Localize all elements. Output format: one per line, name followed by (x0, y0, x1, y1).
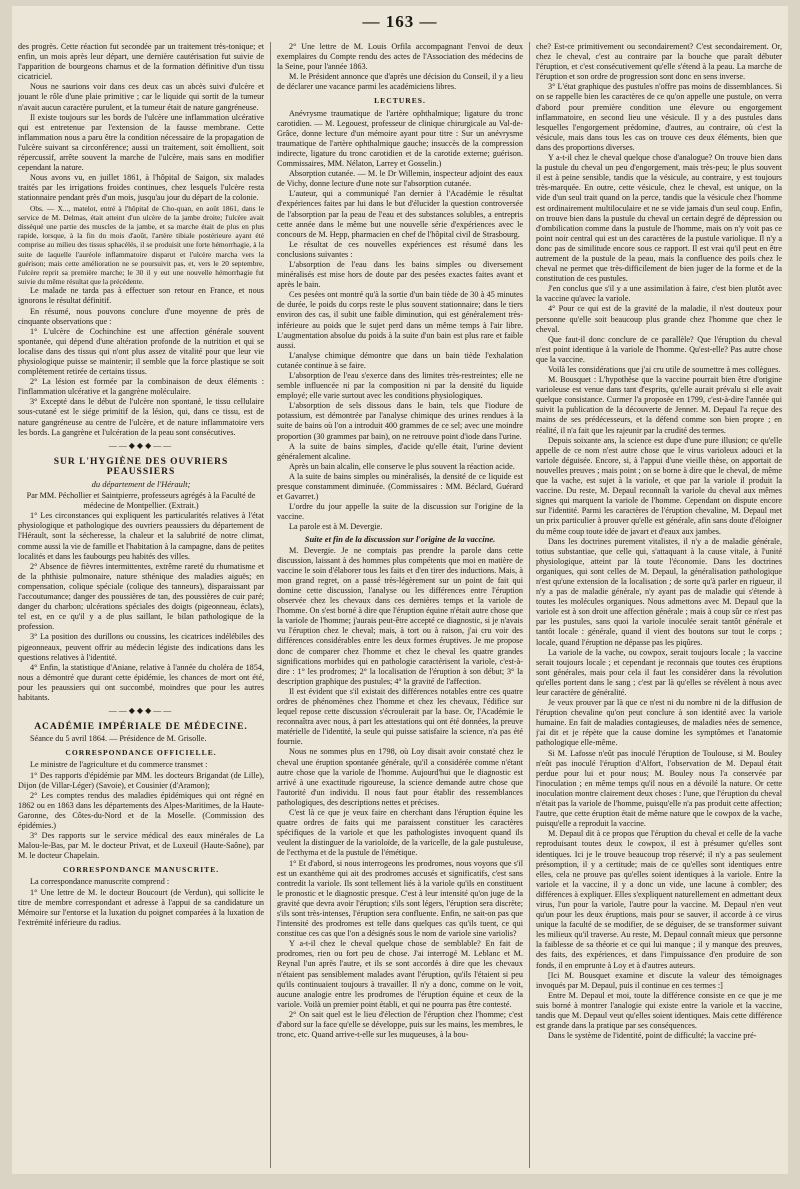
paragraph: L'absorption de sels dissous dans le bain, tels que l'iodure de potassium, est démontrée par l'analyse chimique des urines rendues à la suite de bains où l'on a introduit 400 grammes de ce sel; avec une moindre proportion (30 grammes par bain), on ne retrouve point d'iode dans l'urine. (277, 401, 523, 441)
subheading: LECTURES. (374, 96, 426, 106)
ornament-divider: ——◆◆◆—— (108, 706, 174, 716)
newspaper-page (12, 6, 788, 1174)
paragraph: Nous ne saurions voir dans ces deux cas un abcès suivi d'ulcère et jouant le rôle d'une plaie primitive ; car le liquide qui sortit de la tumeur n'avait aucun caractère purulent, et la tumeur était de nature gangréneuse. (18, 82, 264, 112)
column-3 (536, 42, 782, 1168)
paragraph: Je veux prouver par là que ce n'est ni du nombre ni de la diffusion de l'éruption chevaline qu'on peut conclure à son identité avec la variole humaine. En fait de maladies contagieuses, de maladies nées de semence, j'ai dit et je répète que la cause domine les symptômes et l'anatomie pathologique elle-même. (536, 698, 782, 748)
ornament-divider: ——◆◆◆—— (108, 440, 174, 450)
paragraph: 3° La position des durillons ou coussins, les cicatrices indélébiles des pigeonneaux, peuvent offrir au médecin légiste des indications dans les questions relatives à l'identité. (18, 632, 264, 662)
columns (18, 42, 782, 1168)
paragraph: Ces pesées ont montré qu'à la sortie d'un bain tiède de 30 à 45 minutes de durée, le poids du corps reste le plus souvent stationnaire; dans le tiers environ des cas, il subit une faible diminution, qui est généralement très-inférieure au poids que le sujet perd dans un même temps à l'air libre. L'augmentation absolue du poids à la suite d'un bain est plus rare et faible aussi. (277, 290, 523, 350)
paragraph: Si M. Lafosse n'eût pas inoculé l'éruption de Toulouse, si M. Bouley n'eût pas inoculé l'éruption d'Alfort, l'observation de M. Depaul était perdue pour lui et pour nous; M. Bouley nous l'a conservée par l'inoculation ; en même temps qu'il nous en a dévoilé la nature. Or cette inoculation montre clairement deux choses : l'une, que l'éruption du cheval n'était pas la variole de l'homme, puisqu'elle n'a pas produit cette affection; l'autre, que cette éruption était de même nature que le cowpox de la vache, puisqu'elle a reproduit la vaccine. (536, 748, 782, 829)
paragraph: Que faut-il donc conclure de ce parallèle? Que l'éruption du cheval n'est point identique à la variole de l'homme. Qu'est-elle? Pas autre chose que la vaccine. (536, 334, 782, 364)
paragraph: A la suite de bains simples, d'acide qu'elle était, l'urine devient généralement alcaline. (277, 441, 523, 461)
section-title: SUR L'HYGIÈNE DES OUVRIERS PEAUSSIERS (53, 456, 229, 477)
paragraph: 1° Une lettre de M. le docteur Boucourt (de Verdun), qui sollicite le titre de membre correspondant et adresse à l'appui de sa candidature un Mémoire sur l'entorse et la luxation du poignet comparées à la luxation de l'extrémité inférieure du radius. (18, 887, 264, 927)
paragraph: 1° Les circonstances qui expliquent les particularités relatives à l'état physiologique et pathologique des ouvriers peaussiers du département de l'Hérault, sont la sécheresse, la chaleur et la salubrité de notre climat, comme aussi la vie de famille et l'habitation à la campagne, dans de petites localités et dans les faubourgs peu habités des villes. (18, 511, 264, 561)
paragraph: Nous avons vu, en juillet 1861, à l'hôpital de Saigon, six malades traités par les irrigations froides continues, chez lesquels l'ulcère resta stationnaire pendant près d'un mois, jusqu'au jour du départ de la colonie. (18, 173, 264, 203)
discussion-heading: Suite et fin de la discussion sur l'origine de la vaccine. (304, 533, 496, 544)
paragraph: C'est là ce que je veux faire en cherchant dans l'éruption équine les quatre ordres de faits qui me paraissent constituer les caractères spécifiques de la variole et que les pathologistes invoquent quand ils veulent la distinguer de la varioloïde, de la varicelle, de la gale pustuleuse, de l'ecthyma et de la pustule de l'émétique. (277, 808, 523, 858)
paragraph: des progrès. Cette réaction fut secondée par un traitement très-tonique; et enfin, un mois après leur départ, une dernière cautérisation fut suivie de l'apparition de bourgeons charnus et de la formation définitive d'un tissu cicatriciel. (18, 42, 264, 82)
conclusion-item: 2° La lésion est formée par la combinaison de deux éléments : l'inflammation ulcérative et la gangrène moléculaire. (18, 377, 264, 397)
column-2 (277, 42, 523, 1168)
paragraph: 3° Des rapports sur le service médical des eaux minérales de La Malou-le-Bas, par M. le docteur Privat, et de Luxeuil (Haute-Saône), par M. le docteur Chapelain. (18, 831, 264, 861)
paragraph: Absorption cutanée. — M. le Dr Willemin, inspecteur adjoint des eaux de Vichy, donne lecture d'une note sur l'absorption cutanée. (277, 169, 523, 189)
paragraph: che? Est-ce primitivement ou secondairement? C'est secondairement. Or, chez le cheval, c'est au contraire par la bouche que paraît débuter l'éruption, et c'est consécutivement qu'elle s'étend à la peau. La marche de l'éruption et son ordre de progression sont donc en sens inverse. (536, 42, 782, 82)
paragraph: 2° Absence de fièvres intermittentes, extrême rareté du rhumatisme et de la phthisie pulmonaire, nature sthénique des maladies aiguës; en compensation, colique spéciale (colique des tanneurs), disparaissant par l'accoutumance; danger des poussières de tan, des poussières de cuir paré; danger du charbon; ulcérations spéciales des doigts (pigeonneau, éclats), tel est, en ce qu'il y a de plus saillant, le bilan pathologique de la profession. (18, 561, 264, 632)
paragraph: L'analyse chimique démontre que dans un bain tiède l'exhalation cutanée continue à se faire. (277, 350, 523, 370)
paragraph: Voilà les considérations que j'ai cru utile de soumettre à mes collègues. (548, 365, 781, 374)
column-rule (529, 42, 530, 1168)
paragraph: M. Devergie. Je ne comptais pas prendre la parole dans cette discussion, laissant à des hommes plus compétents que moi en matière de vaccine le soin d'élaborer tous les faits et d'en tirer des inductions. Mais, à mon grand regret, on a passé très-légèrement sur un point de fait qui domine cette discussion, l'analyse ou les différences entre l'éruption observée chez les chevaux dans ces dernières temps et la variole de l'homme. On s'est borné à dire que l'éruption équine n'était autre chose que la variole de l'homme; j'aurais peut-être accepté ce diagnostic, si je n'avais vu l'éruption chez le cheval; mais, à tort ou à raison, j'ai cru voir des différences considérables entre les deux formes éruptives. Je me propose donc de comparer chez l'homme et chez le cheval les quatre grandes significations morbides qui en pathologie caractérisent la variole, c'est-à-dire : 1° les prodromes; 2° la localisation de l'éruption à son début; 3° la description graphique des pustules; 4° la gravité de l'affection. (277, 545, 523, 686)
paragraph: Le ministre de l'agriculture et du commerce transmet : (30, 760, 208, 770)
paragraph: Le résultat de ces nouvelles expériences est résumé dans les conclusions suivantes : (277, 239, 523, 259)
paragraph: [Ici M. Bousquet examine et discute la valeur des témoignages invoqués par M. Depaul, puis il continue en ces termes :] (536, 970, 782, 990)
paragraph: 2° Les comptes rendus des maladies épidémiques qui ont régné en 1862 ou en 1863 dans les départements des Alpes-Maritimes, de la Haute-Garonne, des Côtes-du-Nord et de la Moselle. (Commission des épidémies.) (18, 790, 264, 831)
subheading: CORRESPONDANCE MANUSCRITE. (62, 865, 220, 875)
paragraph: 1° Et d'abord, si nous interrogeons les prodromes, nous voyons que s'il est un exanthème qui ait des prodromes accusés et significatifs, c'est sans contredit la variole. Ils sont tellement liés à la variole qu'ils en constituent le pronostic et le diagnostic presque. C'est à leur intensité qu'on juge de la gravité que devra avoir l'éruption; s'ils sont légers, l'éruption sera discrète; s'ils sont très-intenses, l'éruption sera confluente. Enfin, ne sait-on pas que l'intensité des prodromes est telle dans quelques cas qu'ils tuent, ce qui constitue ces cas que l'on a désignés sous le nom de variole sine variolis? (277, 858, 523, 939)
paragraph: M. Depaul dit à ce propos que l'éruption du cheval et celle de la vache reproduisant toutes deux le cowpox, il est à présumer qu'elles sont identiques. Ici je le trouve beaucoup trop réservé; il n'y a pas seulement présomption, il y a certitude; mais de ce qu'elles sont identiques entre elles, cela ne prouve pas qu'elles soient identiques à la variole. Entre la variole et la vaccine, il y a donc un vide, une lacune à combler; des différences à expliquer. Elles s'expliquent naturellement en admettant deux virus, l'un pour la variole, l'autre pour la vaccine. M. Depaul n'en veut qu'un pour les deux éruptions, mais pour se sauver, il accorde à ce virus unique la faculté de se modifier, de se déguiser, de se transformer suivant les milieux qu'il traverse. Au reste, M. Depaul connaît mieux que personne la faiblesse de sa théorie et ce qui lui manque ; il y manque des preuves, des faits, des expériences, et dans l'impuissance d'en produire de son fonds, il en emprunte à Loy et à d'autres auteurs. (536, 829, 782, 970)
column-1 (18, 42, 264, 1168)
paragraph: Dans les doctrines purement vitalistes, il n'y a de maladie générale, totius substantiae, que celle qui, s'attaquant à la cause vitale, à l'unité physiologique, atteint par là toute l'économie. Dans les doctrines organiques, qui sont celles de M. Depaul, la généralisation pathologique n'est qu'une extension de la localisation ; de sorte qu'à parler en rigueur, il n'y a pas de maladie générale, n'y ayant pas de maladie qui s'étende à toutes les molécules organiques. Nous admettons avec M. Depaul que la variole est à son droit une affection générale ; mais à coup sûr ce n'est pas par les pustules, sans quoi la variole inoculée serait tantôt générale et tantôt locale : générale, quand il vient des boutons sur tout le corps ; locale, quand l'éruption ne dépasse pas les piqûres. (536, 536, 782, 647)
academy-title: ACADÉMIE IMPÉRIALE DE MÉDECINE. (34, 722, 248, 733)
paragraph: Il existe toujours sur les bords de l'ulcère une inflammation ulcérative qui est entretenue par l'extension de la fausse membrane. Cette inflammation nous a paru être la condition nécessaire de la propagation de l'ulcère suivant sa circonférence; aussi un traitement, soit émollient, soit répercussif, arrête souvent la marche de l'ulcère, mais sans en modifier cependant la nature. (18, 112, 264, 173)
page-number: — 163 — (362, 12, 438, 31)
paragraph: Entre M. Depaul et moi, toute la différence consiste en ce que je me suis borné à montrer l'analogie qui existe entre la variole et la vaccine, tandis que M. Depaul veut qu'elles soient identiques. Mais cette différence est grande dans la pratique par ses conséquences. (536, 990, 782, 1031)
paragraph: Anévrysme traumatique de l'artère ophthalmique; ligature du tronc carotidien. — M. Legouest, professeur de clinique chirurgicale au Val-de-Grâce, donne lecture d'un mémoire ayant pour titre : Sur un anévrysme traumatique de l'artère ophthalmique gauche; insuccès de la compression indirecte, ligature du tronc carotidien et de la carotide externe; guérison. Commissaires, MM. Nélaton, Larrey et Gosselin.) (277, 108, 523, 169)
paragraph: A la suite de bains simples ou minéralisés, la densité de ce liquide est presque constamment diminuée. (Commissaires : MM. Béclard, Guérard et Gavarret.) (277, 471, 523, 502)
paragraph: Après un bain alcalin, elle conserve le plus souvent la réaction acide. (289, 461, 515, 471)
column-rule (270, 42, 271, 1168)
paragraph: La parole est à M. Devergie. (289, 522, 383, 532)
session-line: Séance du 5 avril 1864. — Présidence de M. Grisolle. (30, 734, 207, 744)
paragraph: 1° Des rapports d'épidémie par MM. les docteurs Brigandat (de Lille), Dijon (de Villar-Léger) (Savoie), et Cousinier (d'Aramon); (18, 770, 264, 790)
paragraph: La variole de la vache, ou cowpox, serait toujours locale ; la vaccine serait toujours locale ; et cependant je reconnais que toutes ces éruptions sont générales, mais pour cela il faut les considérer dans la révolution qu'elles portent dans le sang ; c'est par là qu'elles se révèlent à nous avec leur caractère de généralité. (536, 647, 782, 697)
paragraph: 4° Pour ce qui est de la gravité de la maladie, il n'est douteux pour personne qu'elle soit beaucoup plus grande chez l'homme que chez le cheval. (536, 304, 782, 334)
paragraph: 3° L'état graphique des pustules n'offre pas moins de dissemblances. Si on se rappelle bien les caractères de ce qu'on appelle une pustule, on verra d'abord pour première condition une élevure ou engorgement inflammatoire, en second lieu une vésicule. Il y a des pustules dans lesquelles l'engorgement prédomine, d'autres, au contraire, où c'est la vésicule, mais dans tous les cas on trouve ces deux éléments, bien que dans des proportions diverses. (536, 82, 782, 152)
paragraph: Nous ne sommes plus en 1798, où Loy disait avoir constaté chez le cheval une éruption spontanée générale, qu'il a considérée comme n'étant autre chose que la variole de l'homme. Aujourd'hui que le diagnostic est arrivé à une exactitude rigoureuse, la science demande autre chose que l'autorité d'un individu. Il nous faut pour établir des ressemblances pathologiques, des descriptions nettes et précises. (277, 747, 523, 807)
paragraph: Dans le système de l'identité, point de difficulté; la vaccine pré- (548, 1031, 757, 1041)
section-subtitle: du département de l'Hérault; (91, 479, 191, 490)
paragraph: La correspondance manuscrite comprend : (30, 877, 170, 887)
paragraph: Y a-t-il chez le cheval quelque chose de semblable? En fait de prodromes, rien ou fort peu de chose. J'ai interrogé M. Leblanc et M. Reynal l'un après l'autre, et ils se sont accordés à dire que les chevaux n'étaient pas sensiblement malades avant l'éruption, qu'ils l'étaient si peu qu'ils continuaient toujours à travailler. Il n'y a donc, comme on le voit, aucune analogie entre les prodromes de l'éruption équine et ceux de la variole. Voilà un premier point établi, et qui ne pourra pas être contesté. (277, 939, 523, 1009)
paragraph: L'auteur, qui a communiqué l'an dernier à l'Académie le résultat d'expériences faites par lui dans le but d'élucider la question controversée de l'absorption par la peau de l'eau et des substances solubles, a entrepris cette année dans le même but une nouvelle série d'expériences avec le concours de M. Hepp, pharmacien en chef de l'hôpital civil de Strasbourg. (277, 189, 523, 239)
section-authors: Par MM. Péchollier et Saintpierre, professeurs agrégés à la Faculté de médecine de Montpellier. (Extrait.) (26, 491, 256, 511)
subheading: CORRESPONDANCE OFFICIELLE. (65, 748, 217, 758)
observation: Obs. — X..., matelot, entré à l'hôpital de Cho-quan, en août 1861, dans le service de M. Delmas, était atteint d'un ulcère de la jambe droite; l'ulcère avait disséqué une partie des muscles de la jambe, et sa marche était de plus en plus rapide, lorsque, à la fin du mois d'août, l'artère tibiale postérieure ayant été comprise au milieu des tissus sphacélés, il se produisit une forte hémorrhagie, à la suite de laquelle l'auréole inflammatoire disparut et l'ulcère marcha vers la guérison; mais cette amélioration ne se poursuivit pas, et, vers le 20 septembre, l'ulcère reprit sa première marche; le 30 il y eut une nouvelle hémorrhagie fut suivie du même résultat que la précédente. (18, 203, 264, 287)
paragraph: Depuis soixante ans, la science est dupe d'une pure illusion; ce qu'elle appelle de ce nom n'est autre chose que le virus varioleux adouci et la variole déguisée. Encore, si, à l'appui d'une vieille thèse, on apportait de nouvelles preuves ; mais point ; on se borne à dire que le cheval, de même que la vache, est sujet à la variole, et que par la variole il produit la vaccine. Du reste, M. Depaul reconnaît la variole du cheval aux mêmes signes qui marquent la variole de l'homme. Cependant on dispute encore sur l'identité. Parmi les caractères de l'éruption chevaline, M. Depaul met un prix particulier à prouver qu'elle est générale, afin sans doute d'éloigner du même coup toute idée de javart et d'eaux aux jambes. (536, 435, 782, 536)
conclusion-item: 1° L'ulcère de Cochinchine est une affection générale souvent spontanée, qui dépend d'une altération profonde de la nutrition et qui se localise dans des tissus qui n'ont plus assez de vitalité pour que leur vie physiologique puisse se maintenir; il semble que la force plastique se soit complétement retirée de certains tissus. (18, 326, 264, 377)
paragraph: 2° On sait quel est le lieu d'élection de l'éruption chez l'homme; c'est d'abord sur la face qu'elle se développe, puis sur les mains, les membres, le tronc, etc. Quand arrive-t-elle sur les muqueuses, à la bou- (277, 1009, 523, 1040)
paragraph: Y a-t-il chez le cheval quelque chose d'analogue? On trouve bien dans la pustule du cheval un peu d'engorgement, mais très-peu; le plus souvent il est à peine sensible, tandis que la vésicule, au contraire, y est toujours très-marquée. En outre, cette vésicule, chez le cheval, est unique, on la vide d'un seul trait quand on la perce, tandis que la vésicule chez l'homme est ordinairement multiloculaire et ne se vide jamais d'un seul coup. Enfin, on trouve bien dans la pustule du cheval un certain degré de dépression ou d'ombilication comme dans la pustule de l'homme, mais on n'y voit pas ce point noir central qui est un des caractères de la pustule variolique. Il n'y a donc pas de similitude encore sous ce rapport. Il est vrai qu'il peut en être autrement de la pustule de la peau, mais la confluence des poils chez le cheval ne permet que très-difficilement de bien juger de la forme et de la constitution de ces pustules. (536, 153, 782, 284)
paragraph: L'ordre du jour appelle la suite de la discussion sur l'origine de la vaccine. (277, 502, 523, 522)
paragraph: L'absorption de l'eau s'exerce dans des limites très-restreintes; elle ne semble influencée ni par la composition ni par la densité du liquide employé; elle varie surtout avec les conditions physiologiques. (277, 371, 523, 401)
paragraph: Il est évident que s'il existait des différences notables entre ces quatre ordres de phénomènes chez l'homme et chez les chevaux, l'édifice sur lequel repose cette discussion s'écroulerait par la base. Or, l'Académie le reconnaîtra avec nous, à part les attestations qui ont été données, la preuve matérielle de l'identité, la seule qui puisse satisfaire la science, n'a pas été fournie. (277, 686, 523, 747)
paragraph: J'en conclus que s'il y a une assimilation à faire, c'est bien plutôt avec la vaccine qu'avec la variole. (536, 284, 782, 304)
paragraph: 2° Une lettre de M. Louis Orfila accompagnant l'envoi de deux exemplaires du Compte rendu des actes de l'Association des médecins de la Seine, pour l'année 1863. (277, 42, 523, 72)
paragraph: 4° Enfin, la statistique d'Aniane, relative à l'année du choléra de 1854, nous a démontré que durant cette épidémie, les chances de mort ont été, pour les peaussiers qui ont succombé, moindres que pour les autres habitants. (18, 662, 264, 702)
paragraph: Le malade ne tarda pas à effectuer son retour en France, et nous ignorons le résultat définitif. (18, 286, 264, 306)
conclusion-item: 3° Excepté dans le début de l'ulcère non spontané, le tissu cellulaire sous-cutané est le siége primitif de la lésion, qui, dans ce tissu, est de nature gangréneuse au centre de l'ulcère, et de nature inflammatoire vers les bords. La gangrène et l'ulcération de la peau sont consécutives. (18, 397, 264, 437)
paragraph: M. le Président annonce que d'après une décision du Conseil, il y a lieu de déclarer une vacance parmi les académiciens libres. (277, 72, 523, 92)
paragraph: L'absorption de l'eau dans les bains simples ou diversement minéralisés est mise hors de doute par des pesées exactes faites avant et après le bain. (277, 259, 523, 290)
paragraph: M. Bousquet : L'hypothèse que la vaccine pourrait bien être d'origine varioleuse est venue dans tant d'esprits, qu'elle aurait prévalu si elle avait quelque consistance. Curmer l'a proposée en 1799, c'est-à-dire l'année qui suivit la publication de la découverte de Jenner. M. Depaul l'a reçue des mains de ses prédécesseurs, et la défend comme son bien propre ; en réalité, il n'a fait que les rajeunir par la crudité des termes. (536, 375, 782, 435)
paragraph: En résumé, nous pouvons conclure d'une moyenne de près de cinquante observations que : (18, 306, 264, 326)
